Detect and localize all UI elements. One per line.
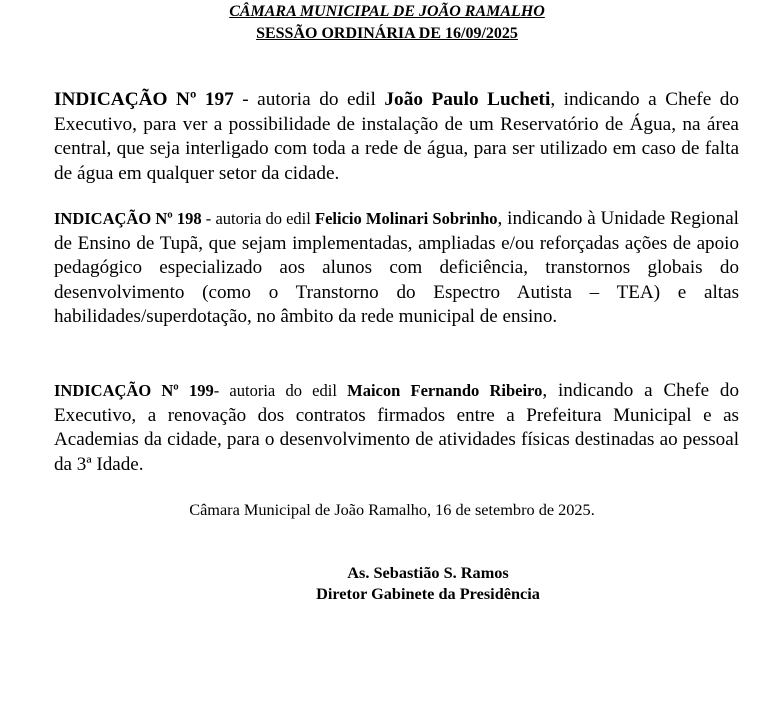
indicacao-text: , indicando a Chefe do Executivo, para ver a possibilidade de instalação de um Reservatório de Água, na área central, que seja interligado com toda a rede de água, para ser utilizado em caso de falta de água em qualquer setor da cidade. xyxy=(54,89,740,184)
indicacao-label: INDICAÇÃO Nº 197 xyxy=(54,89,234,110)
indicacao-199 xyxy=(54,379,739,477)
indicacao-pre: - autoria do edil xyxy=(201,209,316,228)
indicacao-text: , indicando à Unidade Regional de Ensino de Tupã, que sejam implementadas, ampliadas e/ou reforçadas ações de apoio pedagógico especializado aos alunos com deficiência, transtornos globais do desenvolvimento (como o Transtorno do Espectro Autista – TEA) e altas habilidades/superdotação, no âmbito da rede municipal de ensino. xyxy=(54,208,739,328)
closing-line: Câmara Municipal de João Ramalho, 16 de setembro de 2025. xyxy=(189,500,595,519)
council-title: CÂMARA MUNICIPAL DE JOÃO RAMALHO xyxy=(229,3,545,20)
indicacao-label: INDICAÇÃO Nº 199 xyxy=(54,381,214,400)
indicacao-198 xyxy=(54,207,739,330)
indicacao-author: João Paulo Lucheti xyxy=(384,89,551,110)
signatory-name: As. Sebastião S. Ramos xyxy=(347,563,509,582)
indicacao-label: INDICAÇÃO Nº 198 xyxy=(54,209,202,228)
indicacao-pre: - autoria do edil xyxy=(213,381,348,400)
session-title: SESSÃO ORDINÁRIA DE 16/09/2025 xyxy=(256,25,518,42)
indicacao-pre: - autoria do edil xyxy=(233,89,385,110)
signatory-title: Diretor Gabinete da Presidência xyxy=(316,584,540,603)
indicacao-text: , indicando a Chefe do Executivo, a renovação dos contratos firmados entre a Prefeitura Municipal e as Academias da cidade, para o desenvolvimento de atividades físicas destinadas ao pessoal da 3ª Idade. xyxy=(54,380,739,475)
indicacao-197 xyxy=(54,88,739,186)
indicacao-author: Felicio Molinari Sobrinho xyxy=(315,209,498,228)
indicacao-author: Maicon Fernando Ribeiro xyxy=(347,381,543,400)
